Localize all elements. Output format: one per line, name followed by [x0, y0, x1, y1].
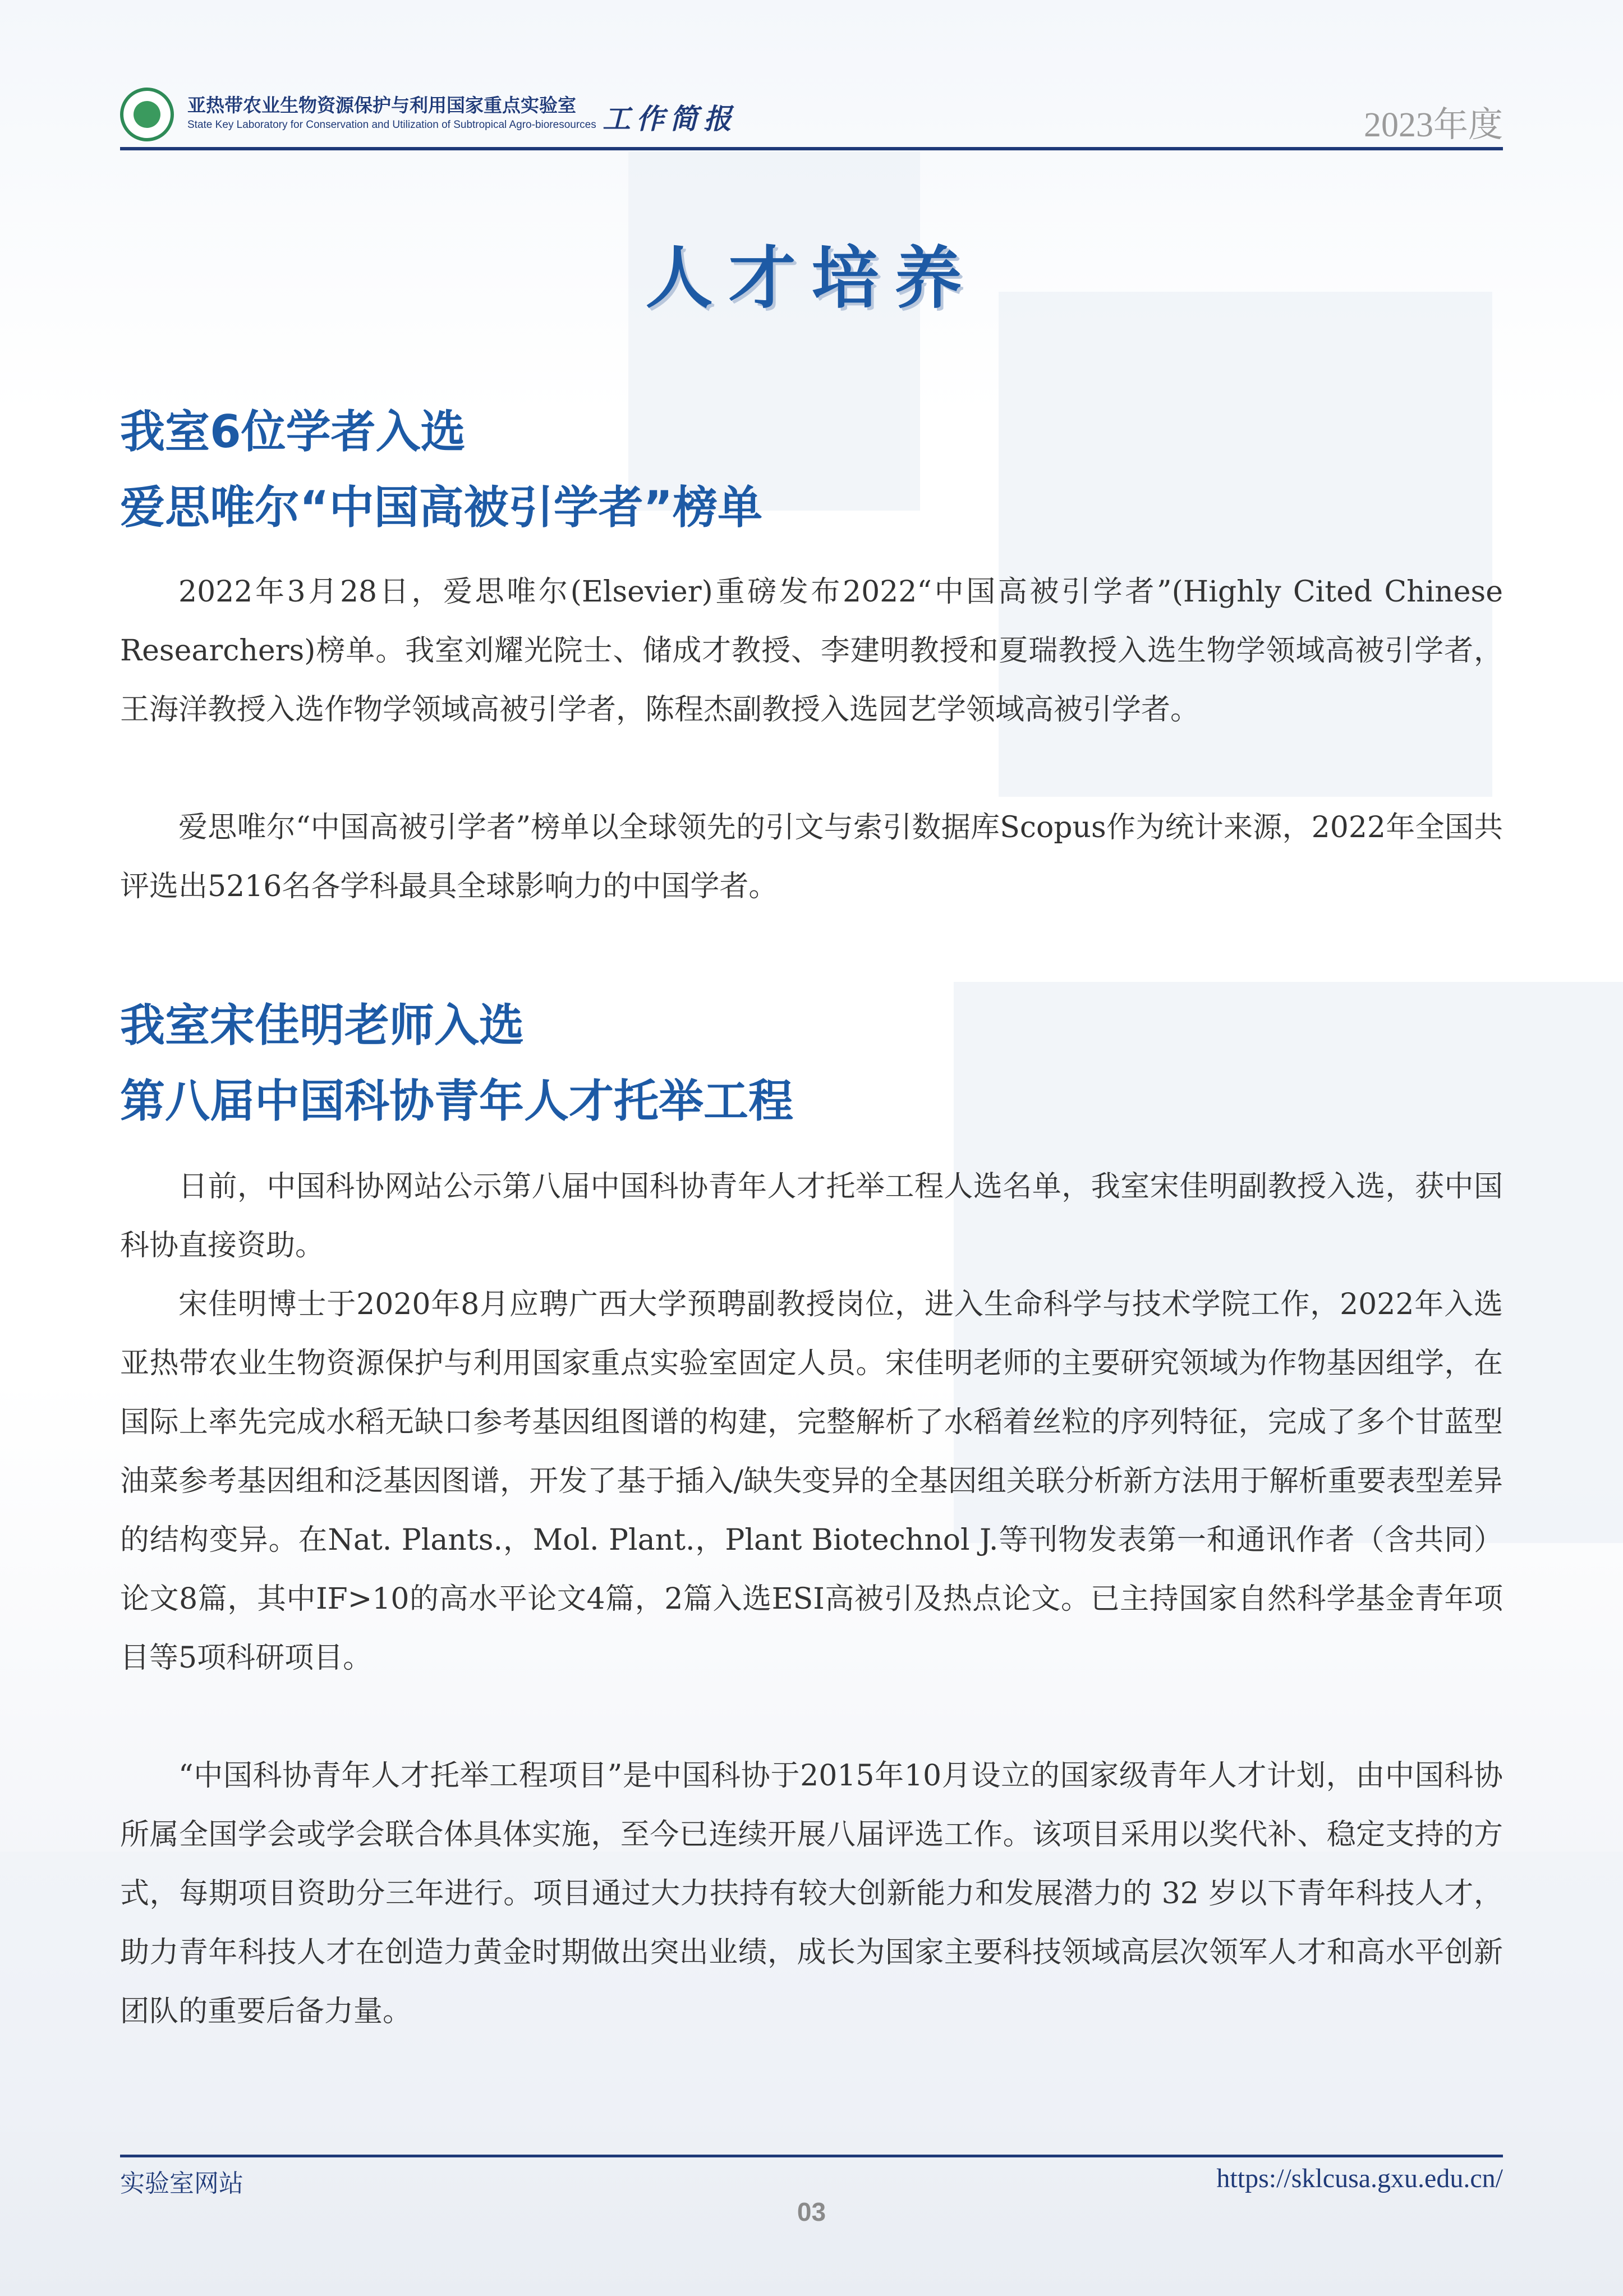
section-2-paragraph-1: 日前，中国科协网站公示第八届中国科协青年人才托举工程人选名单，我室宋佳明副教授入选，获中国科协直接资助。	[120, 1170, 1503, 1262]
header-divider	[120, 147, 1503, 150]
lab-emblem-icon	[120, 88, 174, 141]
footer-website-link[interactable]: https://sklcusa.gxu.edu.cn/	[1216, 2164, 1503, 2193]
section-1-paragraph-2: 爱思唯尔“中国高被引学者”榜单以全球领先的引文与索引数据库Scopus作为统计来源，2022年全国共评选出5216名各学科最具全球影响力的中国学者。	[120, 811, 1503, 903]
section-2-paragraph-3: “中国科协青年人才托举工程项目”是中国科协于2015年10月设立的国家级青年人才计划，由中国科协所属全国学会或学会联合体具体实施，至今已连续开展八届评选工作。该项目采用以奖代补、稳定支持的方式，每期项目资助分三年进行。项目通过大力扶持有较大创新能力和发展潜力的 32 岁以下青年科技人才，助力青年科技人才在创造力黄金时期做出突出业绩，成长为国家主要科技领域高层次领军人才和高水平创新团队的重要后备力量。	[120, 1759, 1503, 2028]
page-header	[120, 84, 1503, 150]
section-1-title-line-2: 爱思唯尔“中国高被引学者”榜单	[120, 481, 763, 534]
publication-year: 2023年度	[1363, 106, 1503, 144]
lab-name-en: State Key Laboratory for Conservation and Utilization of Subtropical Agro-bioresources	[187, 119, 596, 131]
footer-website-label: 实验室网站	[120, 2169, 243, 2198]
publication-name: 工作简报	[603, 102, 737, 135]
lab-name-cn: 亚热带农业生物资源保护与利用国家重点实验室	[187, 94, 576, 116]
section-1-title-line-1: 我室6位学者入选	[120, 406, 466, 458]
page-number: 03	[797, 2197, 826, 2226]
page-title: 人才培养	[645, 240, 978, 318]
section-2-paragraph-2: 宋佳明博士于2020年8月应聘广西大学预聘副教授岗位，进入生命科学与技术学院工作，2022年入选亚热带农业生物资源保护与利用国家重点实验室固定人员。宋佳明老师的主要研究领域为作物基因组学，在国际上率先完成水稻无缺口参考基因组图谱的构建，完整解析了水稻着丝粒的序列特征，完成了多个甘蓝型油菜参考基因组和泛基因图谱，开发了基于插入/缺失变异的全基因组关联分析新方法用于解析重要表型差异的结构变异。在Nat. Plants.，Mol. Plant.，Plant Biotechnol J.等刊物发表第一和通讯作者（含共同）论文8篇，其中IF>10的高水平论文4篇，2篇入选ESI高被引及热点论文。已主持国家自然科学基金青年项目等5项科研项目。	[120, 1288, 1503, 1675]
section-2-title-line-2: 第八届中国科协青年人才托举工程	[120, 1075, 793, 1127]
footer-divider	[120, 2155, 1503, 2157]
section-2-title-line-1: 我室宋佳明老师入选	[120, 999, 524, 1051]
section-1-paragraph-1: 2022年3月28日，爱思唯尔(Elsevier)重磅发布2022“中国高被引学者”(Highly Cited Chinese Researchers)榜单。我室刘耀光院士、储成才教授、李建明教授和夏瑞教授入选生物学领域高被引学者，王海洋教授入选作物学领域高被引学者，陈程杰副教授入选园艺学领域高被引学者。	[120, 575, 1503, 727]
